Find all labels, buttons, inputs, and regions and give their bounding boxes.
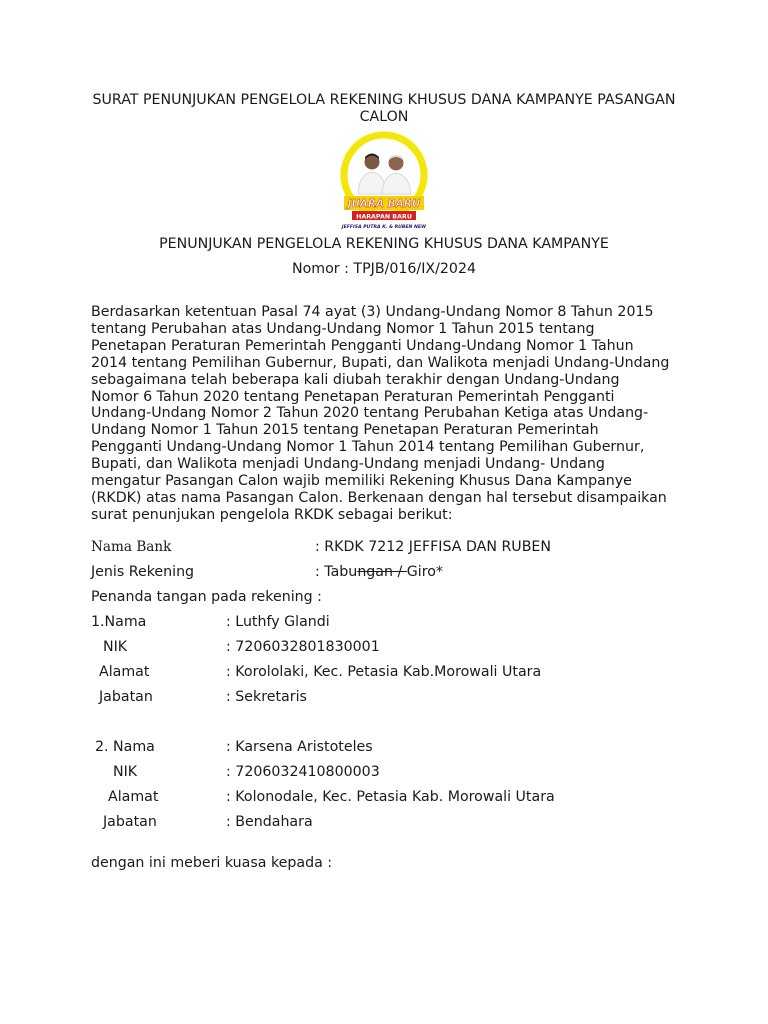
account-type-suffix: Giro*: [406, 564, 444, 580]
letter-number: Nomor : TPJB/016/IX/2024: [292, 261, 476, 277]
signer-1-address-value: : Korololaki, Kec. Petasia Kab.Morowali Utara: [226, 664, 542, 680]
logo-names-text: JEFFISA PUTRA K. & RUBEN NEW: [341, 225, 427, 230]
signer-1-nik-value: : 7206032801830001: [226, 639, 380, 655]
closing-text: dengan ini meberi kuasa kepada :: [91, 855, 333, 871]
signer-2-name-value: : Karsena Aristoteles: [226, 739, 373, 755]
signer-1-nik-label: NIK: [103, 639, 128, 655]
signer-2-role-value: : Bendahara: [226, 814, 313, 830]
bank-name-value: : RKDK 7212 JEFFISA DAN RUBEN: [315, 539, 551, 555]
body-paragraph: Berdasarkan ketentuan Pasal 74 ayat (3) Undang-Undang Nomor 8 Tahun 2015 tentang Perubahan atas Undang-Undang Nomor 1 Tahun 2015 tentang Penetapan Peraturan Pemerintah Pengganti Undang-Undang Nomor 1 Tahun 2014 tentang Pemilihan Gubernur, Bupati, dan Walikota menjadi Undang-Undang sebagaimana telah beberapa kali diubah terakhir dengan Undang-Undang Nomor 6 Tahun 2020 tentang Penetapan Peraturan Pemerintah Pengganti Undang-Undang Nomor 2 Tahun 2020 tentang Perubahan Ketiga atas Undang-Undang Nomor 1 Tahun 2015 tentang Penetapan Peraturan Pemerintah Pengganti Undang-Undang Nomor 1 Tahun 2014 tentang Pemilihan Gubernur, Bupati, dan Walikota menjadi Undang-Undang menjadi Undang- Undang mengatur Pasangan Calon wajib memiliki Rekening Khusus Dana Kampanye (RKDK) atas nama Pasangan Calon. Berkenaan dengan hal tersebut disampaikan surat penunjukan pengelola RKDK sebagai berikut:: [91, 304, 670, 523]
signer-1-role-value: : Sekretaris: [226, 689, 307, 705]
signer-2-address-label: Alamat: [108, 789, 159, 805]
campaign-logo: [336, 128, 432, 232]
signer-1-name-value: : Luthfy Glandi: [226, 614, 330, 630]
letter-heading: PENUNJUKAN PENGELOLA REKENING KHUSUS DANA KAMPANYE: [159, 236, 609, 252]
signer-2-nik-value: : 7206032410800003: [226, 764, 380, 780]
logo-title-text: JUARA BARU: [347, 198, 421, 210]
signer-1-role-label: Jabatan: [99, 689, 153, 705]
account-type-label: Jenis Rekening: [91, 564, 195, 580]
signer-heading: Penanda tangan pada rekening :: [91, 589, 322, 605]
account-type-prefix: : Tabu: [315, 564, 358, 580]
signer-2-name-label: 2. Nama: [95, 739, 155, 755]
bank-name-label: Nama Bank: [91, 539, 172, 555]
logo-subtitle-text: HARAPAN BARU: [356, 213, 412, 221]
account-type-value: [315, 564, 443, 581]
account-type-struck: ngan /: [357, 564, 407, 580]
signer-1-address-label: Alamat: [99, 664, 150, 680]
document-title: SURAT PENUNJUKAN PENGELOLA REKENING KHUSUS DANA KAMPANYE PASANGAN CALON: [92, 92, 676, 125]
signer-2-role-label: Jabatan: [103, 814, 157, 830]
signer-2-nik-label: NIK: [113, 764, 138, 780]
signer-1-name-label: 1.Nama: [91, 614, 147, 630]
signer-2-address-value: : Kolonodale, Kec. Petasia Kab. Morowali Utara: [226, 789, 555, 805]
